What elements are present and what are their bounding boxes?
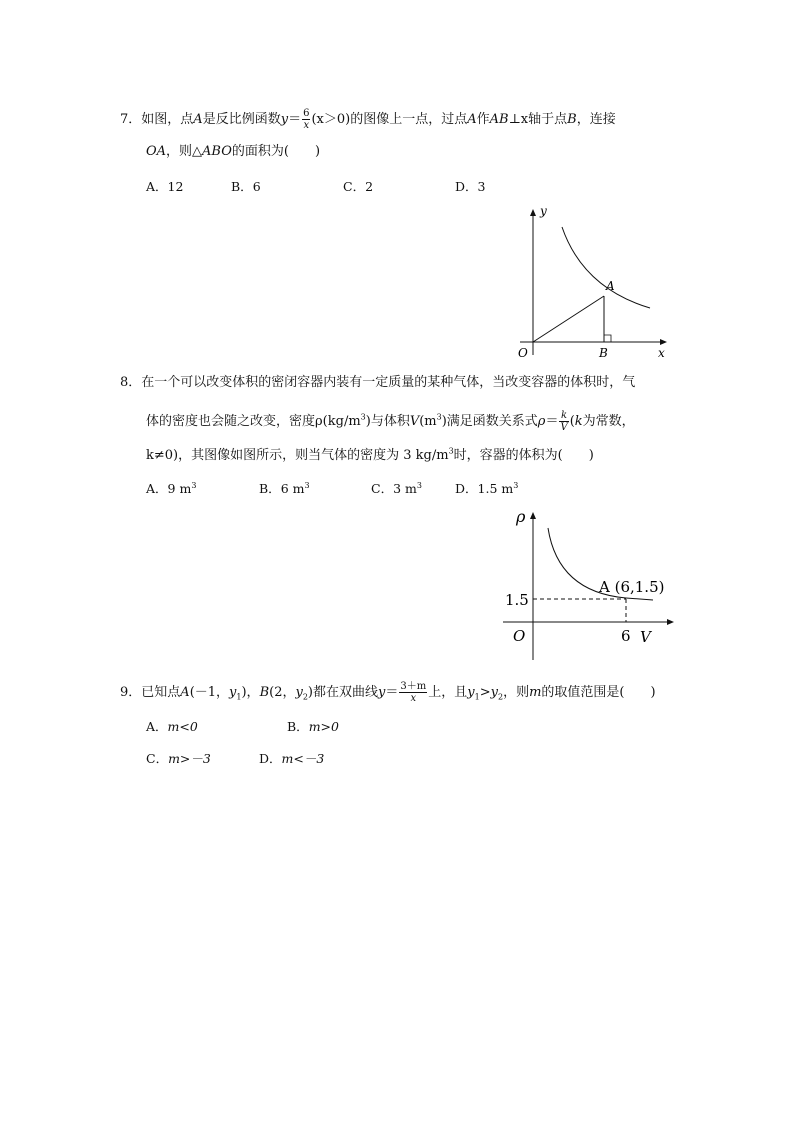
q7-fraction: $\frac{6}{x}$ — [303, 108, 310, 131]
q8-option-b[interactable]: B．6 $m^3$ — [259, 480, 310, 496]
q7-hyperbola-curve — [562, 227, 650, 308]
q9-option-d[interactable]: D．m<－3 — [259, 751, 325, 766]
q8-v-label: V — [640, 628, 651, 646]
q7-segment-oa — [533, 296, 604, 342]
q8-option-a[interactable]: A．9 $m^3$ — [146, 480, 197, 496]
q7-y-arrow — [530, 209, 536, 216]
q7-y-label: y — [540, 204, 547, 218]
q8-figure — [498, 500, 683, 665]
q8-number: 8． — [120, 375, 142, 390]
q7-option-b[interactable]: B．6 — [231, 179, 261, 194]
q7-number: 7． — [120, 112, 142, 127]
q7-figure — [505, 200, 675, 365]
q7-option-c[interactable]: C．2 — [343, 179, 374, 194]
q9-option-a[interactable]: A．m<0 — [146, 719, 198, 734]
q8-stem-line2: 体的密度也会随之改变，密度$\rho(kg/m^3)$与体积$V(m^3)$满足函数关系式ρ＝ $\frac{k}{V}$ (k为常数， — [146, 410, 635, 433]
q7-option-a[interactable]: A．12 — [146, 179, 184, 194]
q7-point-b-label: B — [599, 346, 608, 360]
q9-stem-line1: 9．已知点A(－1，$y_1$)，B(2，$y_2$)都在双曲线y＝ $\frac{3+m}{x}$ 上，且$y_1>y_2$，则m的取值范围是( ) — [120, 681, 656, 704]
q8-stem-line3: k≠0)，其图像如图所示，则当气体的密度为 3 $kg/m^3$时，容器的体积为( ) — [146, 446, 594, 463]
q7-point-a-label: A — [606, 279, 615, 293]
q8-fraction: $\frac{k}{V}$ — [560, 410, 568, 433]
q7-x-label: x — [658, 346, 665, 360]
q9-option-c[interactable]: C．m>－3 — [146, 751, 211, 766]
q9-number: 9． — [120, 685, 142, 700]
q8-rho-label: ρ — [516, 507, 526, 526]
q9-fraction: $\frac{3+m}{x}$ — [400, 681, 427, 704]
q7-right-angle-mark — [604, 335, 611, 342]
q8-stem-line1: 8．在一个可以改变体积的密闭容器内装有一定质量的某种气体，当改变容器的体积时，气 — [120, 375, 636, 390]
q7-x-arrow — [660, 339, 667, 345]
q8-option-c[interactable]: C．3 $m^3$ — [371, 480, 422, 496]
q9-option-b[interactable]: B．m>0 — [287, 719, 339, 734]
q8-y-arrow — [530, 512, 536, 519]
q8-x-arrow — [667, 619, 674, 625]
q7-option-d[interactable]: D．3 — [455, 179, 486, 194]
q7-origin-label: O — [518, 346, 528, 360]
q8-point-a-label: A (6,1.5) — [599, 578, 665, 596]
q8-option-d[interactable]: D．1.5 $m^3$ — [455, 480, 519, 496]
q7-stem-line2: OA，则△ABO的面积为( ) — [146, 144, 321, 159]
q8-x-tick-label: 6 — [621, 627, 631, 645]
q8-y-tick-label: 1.5 — [505, 591, 529, 609]
q7-stem-line1: 7．如图，点A是反比例函数y＝ $\frac{6}{x}$ (x＞0)的图像上一点，过点A作AB⊥x轴于点B，连接 — [120, 108, 616, 131]
q8-origin-label: O — [513, 627, 526, 645]
